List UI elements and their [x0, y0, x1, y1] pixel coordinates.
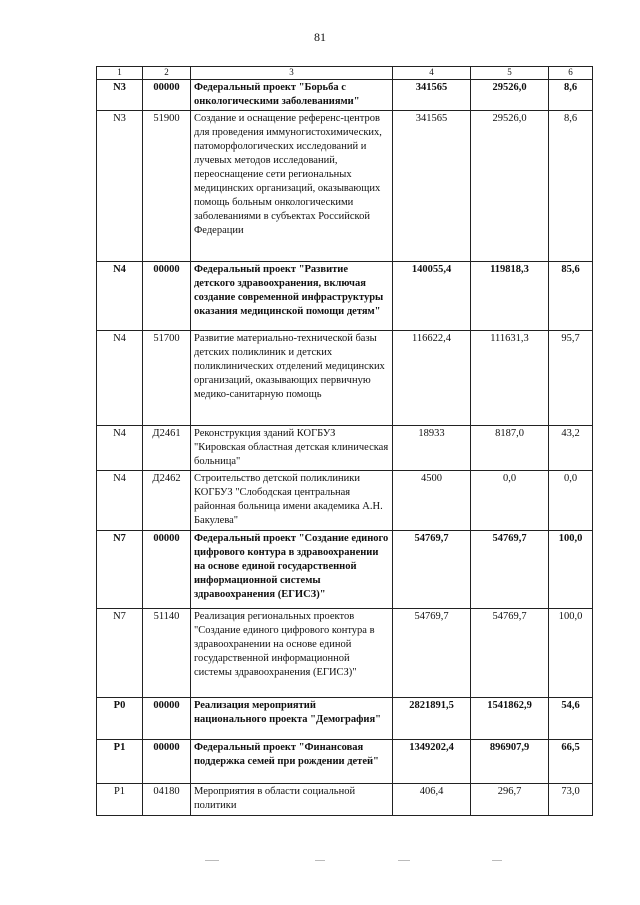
column-header: 2: [143, 67, 191, 80]
table-row: [97, 262, 593, 331]
row-code: N3: [97, 111, 143, 262]
row-name: Реконструкция зданий КОГБУЗ "Кировская областная детская клиническая больница": [191, 426, 393, 471]
table-row: [97, 784, 593, 816]
row-code: N4: [97, 471, 143, 531]
row-planned: 341565: [393, 111, 471, 262]
row-percent: 85,6: [549, 262, 593, 331]
row-executed: 29526,0: [471, 80, 549, 111]
row-code: P1: [97, 784, 143, 816]
row-executed: 54769,7: [471, 531, 549, 609]
row-executed: 8187,0: [471, 426, 549, 471]
budget-table: [96, 66, 593, 816]
row-percent: 54,6: [549, 698, 593, 740]
row-planned: 341565: [393, 80, 471, 111]
row-executed: 119818,3: [471, 262, 549, 331]
row-percent: 95,7: [549, 331, 593, 426]
row-executed: 896907,9: [471, 740, 549, 784]
row-percent: 66,5: [549, 740, 593, 784]
table-row: [97, 111, 593, 262]
page-number: 81: [314, 30, 326, 44]
row-planned: 1349202,4: [393, 740, 471, 784]
table-header-row: [97, 67, 593, 80]
row-percent: 43,2: [549, 426, 593, 471]
row-name: Федеральный проект "Финансовая поддержка семей при рождении детей": [191, 740, 393, 784]
row-subcode: Д2462: [143, 471, 191, 531]
row-code: N3: [97, 80, 143, 111]
row-code: N4: [97, 262, 143, 331]
row-subcode: Д2461: [143, 426, 191, 471]
row-planned: 54769,7: [393, 531, 471, 609]
table-row: [97, 531, 593, 609]
row-planned: 116622,4: [393, 331, 471, 426]
row-executed: 1541862,9: [471, 698, 549, 740]
column-header: 1: [97, 67, 143, 80]
row-percent: 0,0: [549, 471, 593, 531]
table-row: [97, 80, 593, 111]
row-subcode: 00000: [143, 531, 191, 609]
row-executed: 111631,3: [471, 331, 549, 426]
row-name: Федеральный проект "Развитие детского здравоохранения, включая создание современной инфраструктуры оказания медицинской помощи детям": [191, 262, 393, 331]
table-body: [97, 80, 593, 816]
row-executed: 29526,0: [471, 111, 549, 262]
row-name: Мероприятия в области социальной политики: [191, 784, 393, 816]
footer-marks: [0, 860, 640, 870]
row-executed: 54769,7: [471, 609, 549, 698]
row-planned: 54769,7: [393, 609, 471, 698]
row-subcode: 51140: [143, 609, 191, 698]
row-percent: 8,6: [549, 80, 593, 111]
row-name: Федеральный проект "Создание единого цифрового контура в здравоохранении на основе единой государственной информационной системы здравоохранения (ЕГИСЗ)": [191, 531, 393, 609]
row-planned: 4500: [393, 471, 471, 531]
row-executed: 0,0: [471, 471, 549, 531]
row-planned: 2821891,5: [393, 698, 471, 740]
row-percent: 8,6: [549, 111, 593, 262]
column-header: 4: [393, 67, 471, 80]
table-row: [97, 426, 593, 471]
row-percent: 73,0: [549, 784, 593, 816]
table-row: [97, 471, 593, 531]
row-subcode: 04180: [143, 784, 191, 816]
row-executed: 296,7: [471, 784, 549, 816]
row-name: Реализация мероприятий национального проекта "Демография": [191, 698, 393, 740]
row-percent: 100,0: [549, 531, 593, 609]
row-code: N4: [97, 331, 143, 426]
row-code: N7: [97, 609, 143, 698]
column-header: 5: [471, 67, 549, 80]
row-code: P1: [97, 740, 143, 784]
row-subcode: 00000: [143, 262, 191, 331]
row-code: P0: [97, 698, 143, 740]
row-subcode: 00000: [143, 740, 191, 784]
row-subcode: 51700: [143, 331, 191, 426]
row-subcode: 00000: [143, 698, 191, 740]
row-name: Создание и оснащение референс-центров для проведения иммуногистохимических, патоморфологических исследований и лучевых методов исследований, переоснащение сети региональных медицинских организаций, оказывающих помощь больным онкологическими заболеваниями в субъектах Российской Федерации: [191, 111, 393, 262]
table-row: [97, 331, 593, 426]
row-planned: 406,4: [393, 784, 471, 816]
row-code: N4: [97, 426, 143, 471]
row-percent: 100,0: [549, 609, 593, 698]
column-header: 6: [549, 67, 593, 80]
row-subcode: 51900: [143, 111, 191, 262]
row-planned: 140055,4: [393, 262, 471, 331]
table-row: [97, 609, 593, 698]
row-name: Реализация региональных проектов "Создание единого цифрового контура в здравоохранении на основе единой государственной информационной системы здравоохранения (ЕГИСЗ)": [191, 609, 393, 698]
row-name: Федеральный проект "Борьба с онкологическими заболеваниями": [191, 80, 393, 111]
row-code: N7: [97, 531, 143, 609]
row-planned: 18933: [393, 426, 471, 471]
table-row: [97, 740, 593, 784]
column-header: 3: [191, 67, 393, 80]
table-row: [97, 698, 593, 740]
row-name: Развитие материально-технической базы детских поликлиник и детских поликлинических отделений медицинских организаций, оказывающих первичную медико-санитарную помощь: [191, 331, 393, 426]
row-name: Строительство детской поликлиники КОГБУЗ "Слободская центральная районная больница имени академика А.Н. Бакулева": [191, 471, 393, 531]
row-subcode: 00000: [143, 80, 191, 111]
